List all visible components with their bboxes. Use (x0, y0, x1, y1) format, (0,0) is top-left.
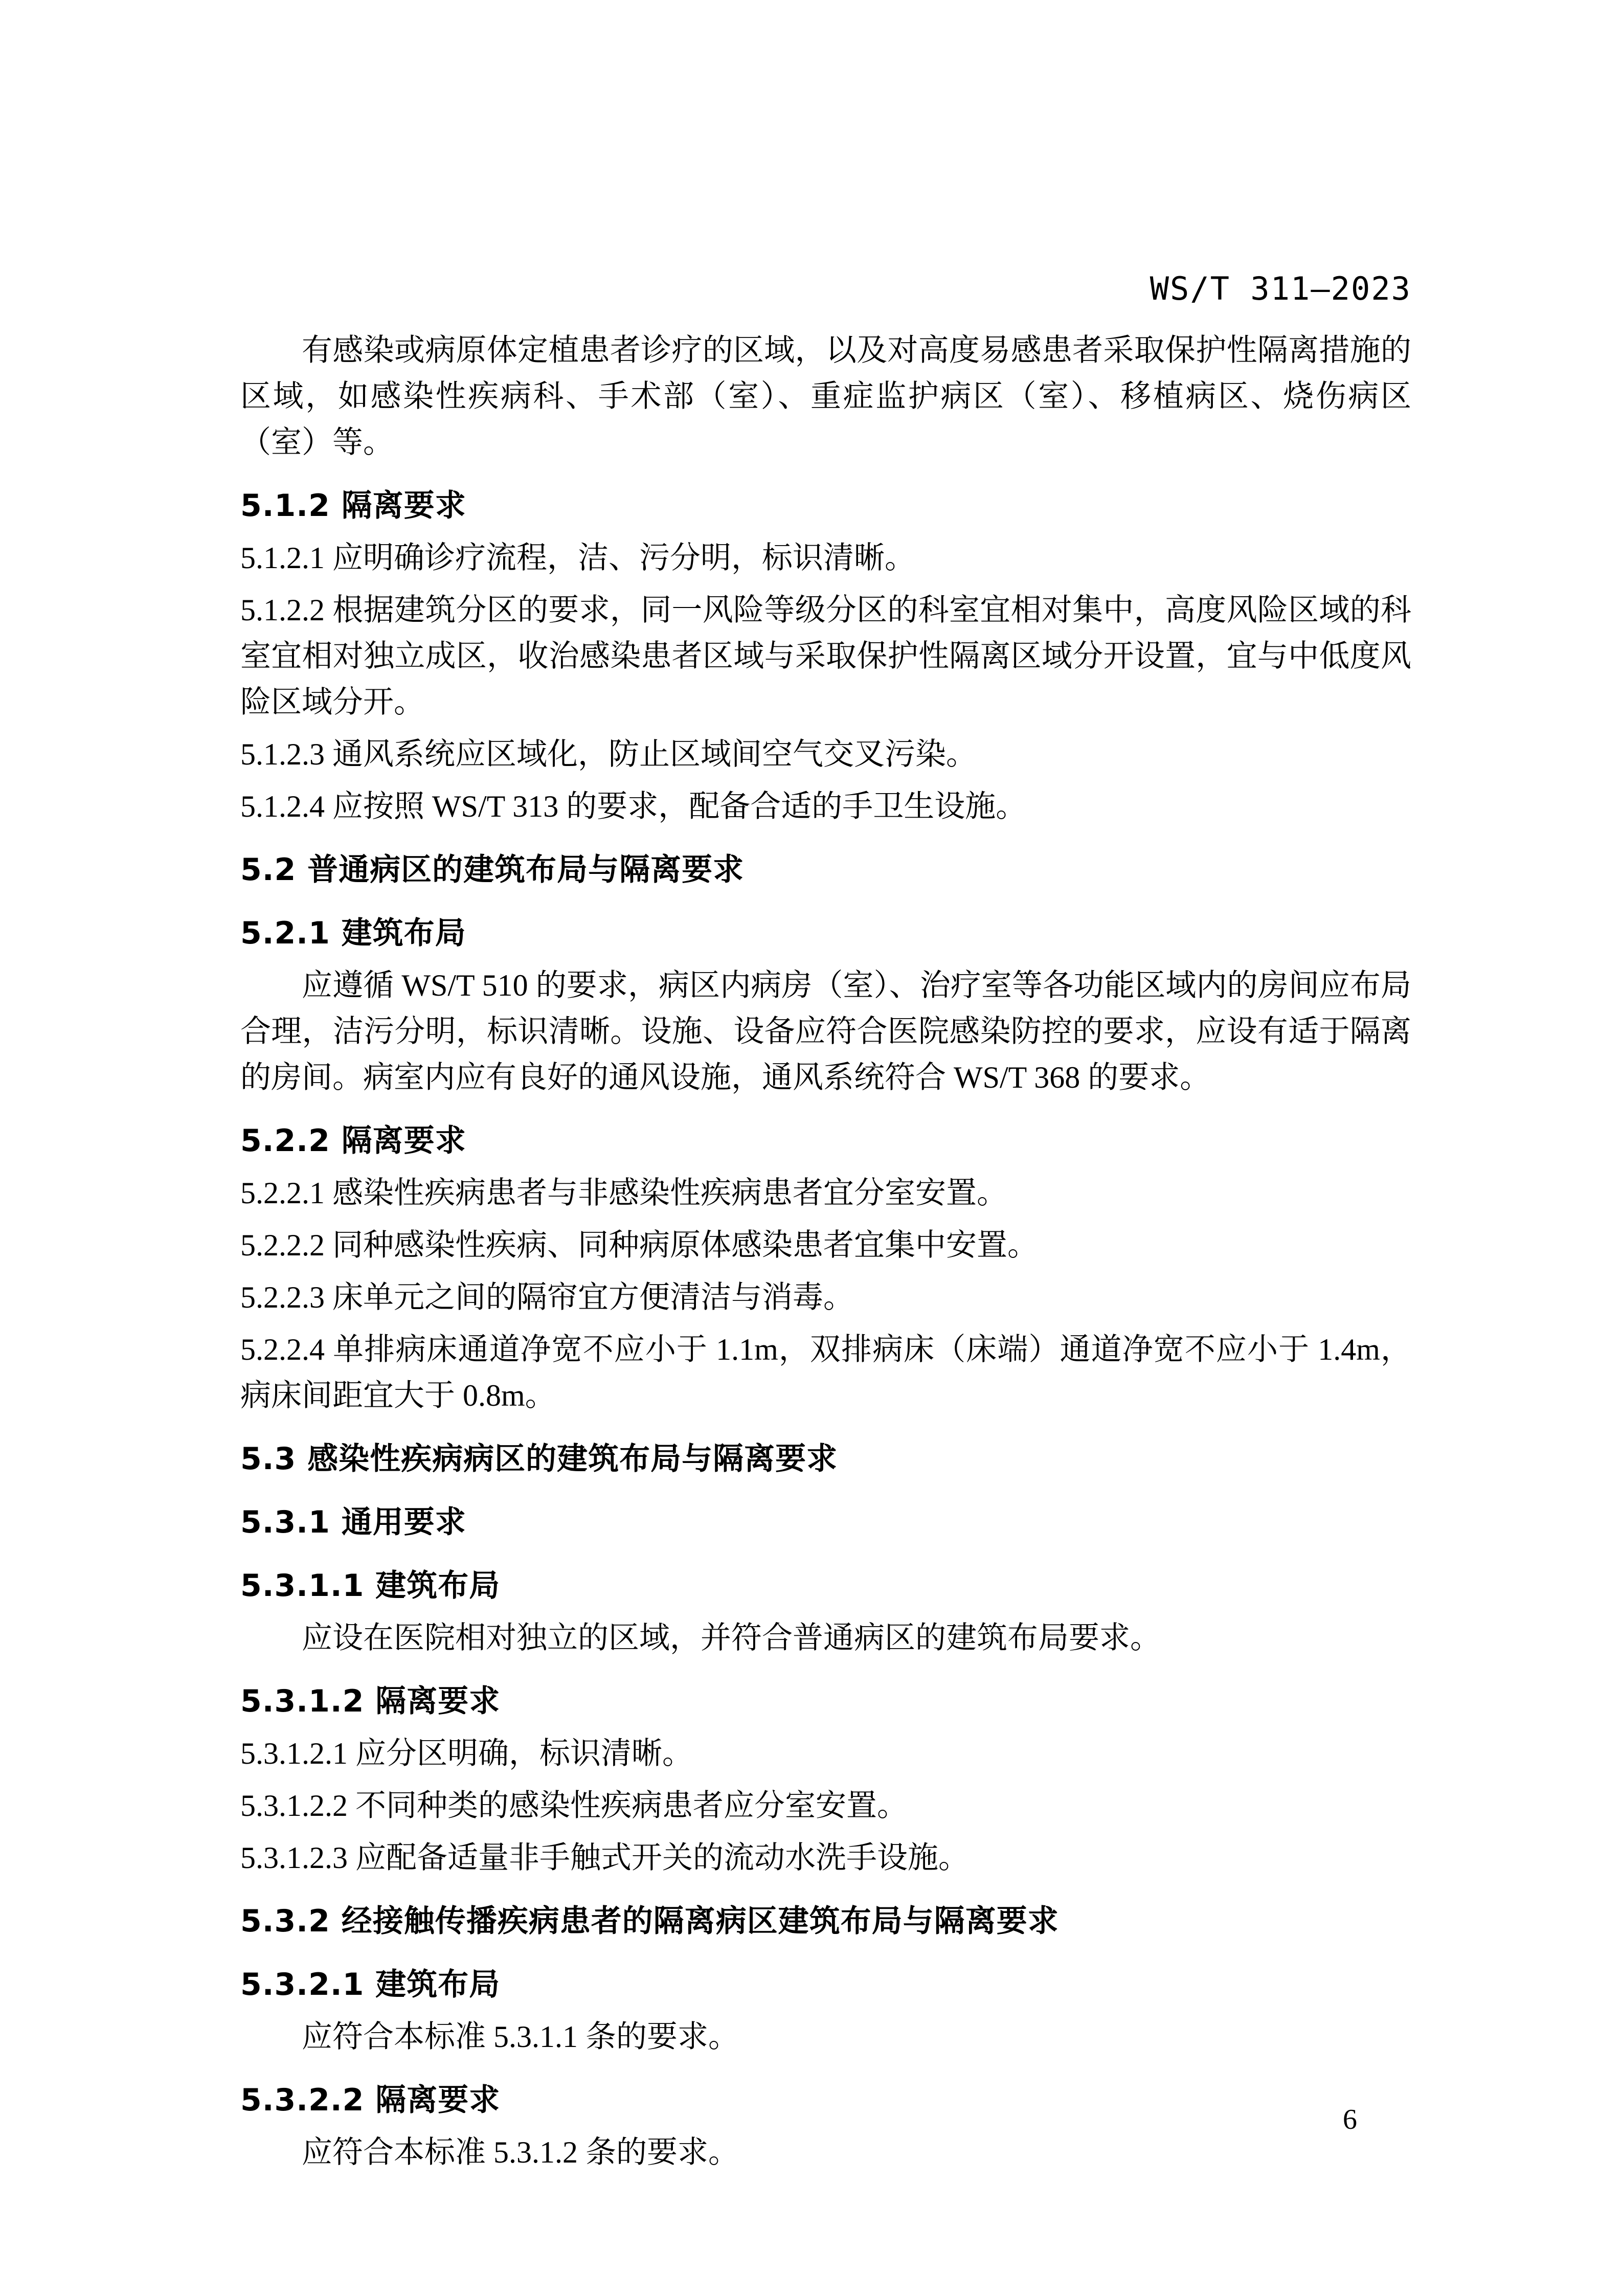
heading-5-3-2-2: 5.3.2.2 隔离要求 (240, 2082, 501, 2118)
heading-5-3-1-2: 5.3.1.2 隔离要求 (240, 1683, 501, 1719)
clause-5-1-2-3: 5.1.2.3 通风系统应区域化，防止区域间空气交叉污染。 (240, 737, 977, 771)
clause-5-3-1-2-3: 5.3.1.2.3 应配备适量非手触式开关的流动水洗手设施。 (240, 1841, 969, 1875)
body-paragraph-ward-layout: 应遵循 WS/T 510 的要求，病区内病房（室）、治疗室等各功能区域内的房间应布局合理，洁污分明，标识清晰。设施、设备应符合医院感染防控的要求，应设有适于隔离的房间。病室内应有良好的通风设施，通风系统符合 WS/T 368 的要求。 (240, 969, 1411, 1094)
body-paragraph-independent-area: 应设在医院相对独立的区域，并符合普通病区的建筑布局要求。 (302, 1621, 1161, 1655)
clause-5-2-2-4: 5.2.2.4 单排病床通道净宽不应小于 1.1m，双排病床（床端）通道净宽不应小于 1.4m，病床间距宜大于 0.8m。 (240, 1333, 1411, 1412)
clause-5-1-2-4: 5.1.2.4 应按照 WS/T 313 的要求，配备合适的手卫生设施。 (240, 790, 1027, 823)
clause-5-1-2-1: 5.1.2.1 应明确诊疗流程，洁、污分明，标识清晰。 (240, 541, 915, 575)
clause-5-3-1-2-2: 5.3.1.2.2 不同种类的感染性疾病患者应分室安置。 (240, 1789, 908, 1822)
clause-5-3-1-2-1: 5.3.1.2.1 应分区明确，标识清晰。 (240, 1737, 693, 1770)
clause-5-1-2-2: 5.1.2.2 根据建筑分区的要求，同一风险等级分区的科室宜相对集中，高度风险区域的科室宜相对独立成区，收治感染患者区域与采取保护性隔离区域分开设置，宜与中低度风险区域分开。 (240, 593, 1411, 719)
heading-5-1-2: 5.1.2 隔离要求 (240, 488, 466, 524)
body-paragraph-ref-5312: 应符合本标准 5.3.1.2 条的要求。 (302, 2135, 739, 2169)
page-number: 6 (1343, 2104, 1357, 2135)
clause-5-2-2-2: 5.2.2.2 同种感染性疾病、同种病原体感染患者宜集中安置。 (240, 1228, 1038, 1262)
heading-5-3-2-1: 5.3.2.1 建筑布局 (240, 1967, 501, 2002)
heading-5-2: 5.2 普通病区的建筑布局与隔离要求 (240, 852, 745, 888)
standard-code-header: WS/T 311—2023 (1149, 270, 1411, 307)
heading-5-3-1-1: 5.3.1.1 建筑布局 (240, 1568, 501, 1604)
heading-5-3-1: 5.3.1 通用要求 (240, 1504, 466, 1540)
body-paragraph-protective-isolation: 有感染或病原体定植患者诊疗的区域，以及对高度易感患者采取保护性隔离措施的区域，如感染性疾病科、手术部（室）、重症监护病区（室）、移植病区、烧伤病区（室）等。 (240, 333, 1411, 459)
body-paragraph-ref-5311: 应符合本标准 5.3.1.1 条的要求。 (302, 2020, 739, 2054)
clause-5-2-2-3: 5.2.2.3 床单元之间的隔帘宜方便清洁与消毒。 (240, 1280, 854, 1314)
heading-5-3: 5.3 感染性疾病病区的建筑布局与隔离要求 (240, 1441, 838, 1477)
heading-5-3-2: 5.3.2 经接触传播疾病患者的隔离病区建筑布局与隔离要求 (240, 1903, 1059, 1939)
heading-5-2-2: 5.2.2 隔离要求 (240, 1123, 466, 1159)
clause-5-2-2-1: 5.2.2.1 感染性疾病患者与非感染性疾病患者宜分室安置。 (240, 1176, 1007, 1210)
heading-5-2-1: 5.2.1 建筑布局 (240, 915, 466, 951)
